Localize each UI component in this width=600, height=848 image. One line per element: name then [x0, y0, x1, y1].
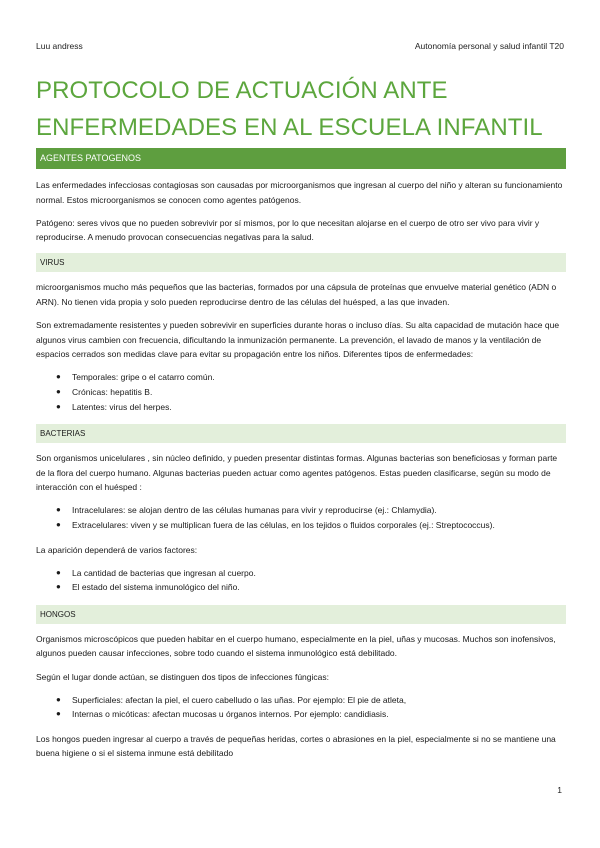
- bullet-icon: ●: [56, 520, 61, 529]
- list-item: ● Extracelulares: viven y se multiplican fuera de las células, en los tejidos o fluidos corporales (ej.: Streptococcus).: [36, 518, 566, 533]
- paragraph: Son extremadamente resistentes y pueden sobrevivir en superficies durante horas o incluso días. Su alta capacidad de mutación hace que algunos virus cambien con frecuencia, dificultando la inmunización permanente. La prevención, el lavado de manos y la ventilación de espacios cerrados son medidas clave para evitar su propagación entre los niños. Diferentes tipos de enfermedades:: [36, 320, 560, 360]
- bullet-list-factors: [36, 566, 566, 595]
- page-header: [36, 41, 564, 51]
- section-heading-hongos: HONGOS: [36, 605, 566, 624]
- list-item: ● Latentes: virus del herpes.: [36, 400, 566, 415]
- header-author: Luu andress: [36, 41, 83, 51]
- bullet-icon: ●: [56, 567, 61, 577]
- paragraph: Organismos microscópicos que pueden habitar en el cuerpo humano, especialmente en la piel, uñas y mucosas. Muchos son inofensivos, algunos pueden causar infecciones, sobre todo cuando el sistema inmunológico está debilitado.: [36, 633, 556, 659]
- bullet-icon: ●: [56, 386, 61, 396]
- paragraph: La aparición dependerá de varios factores:: [36, 544, 198, 555]
- title-line-1: PROTOCOLO DE ACTUACIÓN ANTE: [36, 77, 448, 104]
- bullet-icon: ●: [56, 582, 61, 592]
- list-item: ● El estado del sistema inmunológico del niño.: [36, 580, 566, 595]
- header-subject: Autonomía personal y salud infantil T20: [414, 41, 564, 51]
- section-heading-agentes-patogenos: AGENTES PATOGENOS: [36, 148, 566, 169]
- bullet-icon: ●: [56, 372, 61, 382]
- paragraph: Patógeno: seres vivos que no pueden sobrevivir por sí mismos, por lo que necesitan alojarse en el cuerpo de otro ser vivo para vivir y reproducirse. A menudo provocan consecuencias negativas para la salud.: [36, 217, 540, 243]
- bullet-icon: ●: [56, 401, 61, 411]
- bullet-list-fungal-infections: [36, 693, 566, 722]
- title-line-2: ENFERMEDADES EN AL ESCUELA INFANTIL: [36, 114, 543, 141]
- paragraph: Los hongos pueden ingresar al cuerpo a través de pequeñas heridas, cortes o abrasiones en la piel, especialmente si no se mantiene una buena higiene o si el sistema inmune está debilitado: [36, 733, 556, 759]
- bullet-icon: ●: [56, 709, 61, 719]
- section-heading-virus: VIRUS: [36, 253, 566, 272]
- page-number: 1: [557, 785, 562, 795]
- list-item: ● Intracelulares: se alojan dentro de las células humanas para vivir y reproducirse (ej.: Chlamydia).: [36, 503, 566, 518]
- paragraph: Según el lugar donde actúan, se distinguen dos tipos de infecciones fúngicas:: [36, 671, 329, 682]
- document-title: [36, 72, 564, 146]
- document-body: [36, 148, 566, 770]
- paragraph: Las enfermedades infecciosas contagiosas son causadas por microorganismos que ingresan al cuerpo del niño y alteran su funcionamiento normal. Estos microorganismos se conocen como agentes patógenos.: [36, 180, 563, 205]
- paragraph: Son organismos unicelulares , sin núcleo definido, y pueden presentar distintas formas. Algunas bacterias son beneficiosas y forman parte de la flora del cuerpo humano. Algunas bacterias pueden actuar como agentes patógenos. Estas pueden clasificarse, según su modo de interacción con el huésped :: [36, 453, 558, 493]
- bullet-list-virus-types: [36, 370, 566, 414]
- bullet-icon: ●: [56, 694, 61, 704]
- list-item: ● Internas o micóticas: afectan mucosas u órganos internos. Por ejemplo: candidiasis.: [36, 707, 566, 722]
- bullet-list-bacteria-types: [36, 503, 566, 532]
- section-heading-bacterias: BACTERIAS: [36, 424, 566, 443]
- list-item: ● La cantidad de bacterias que ingresan al cuerpo.: [36, 566, 566, 581]
- list-item: ● Temporales: gripe o el catarro común.: [36, 370, 566, 385]
- paragraph: microorganismos mucho más pequeños que las bacterias, formados por una cápsula de proteínas que envuelve material genético (ADN o ARN). No tienen vida propia y solo pueden reproducirse dentro de las células del huésped, a las que invaden.: [36, 282, 557, 307]
- bullet-icon: ●: [56, 505, 61, 515]
- list-item: ● Crónicas: hepatitis B.: [36, 385, 566, 400]
- list-item: ● Superficiales: afectan la piel, el cuero cabelludo o las uñas. Por ejemplo: El pie de atleta,: [36, 693, 566, 708]
